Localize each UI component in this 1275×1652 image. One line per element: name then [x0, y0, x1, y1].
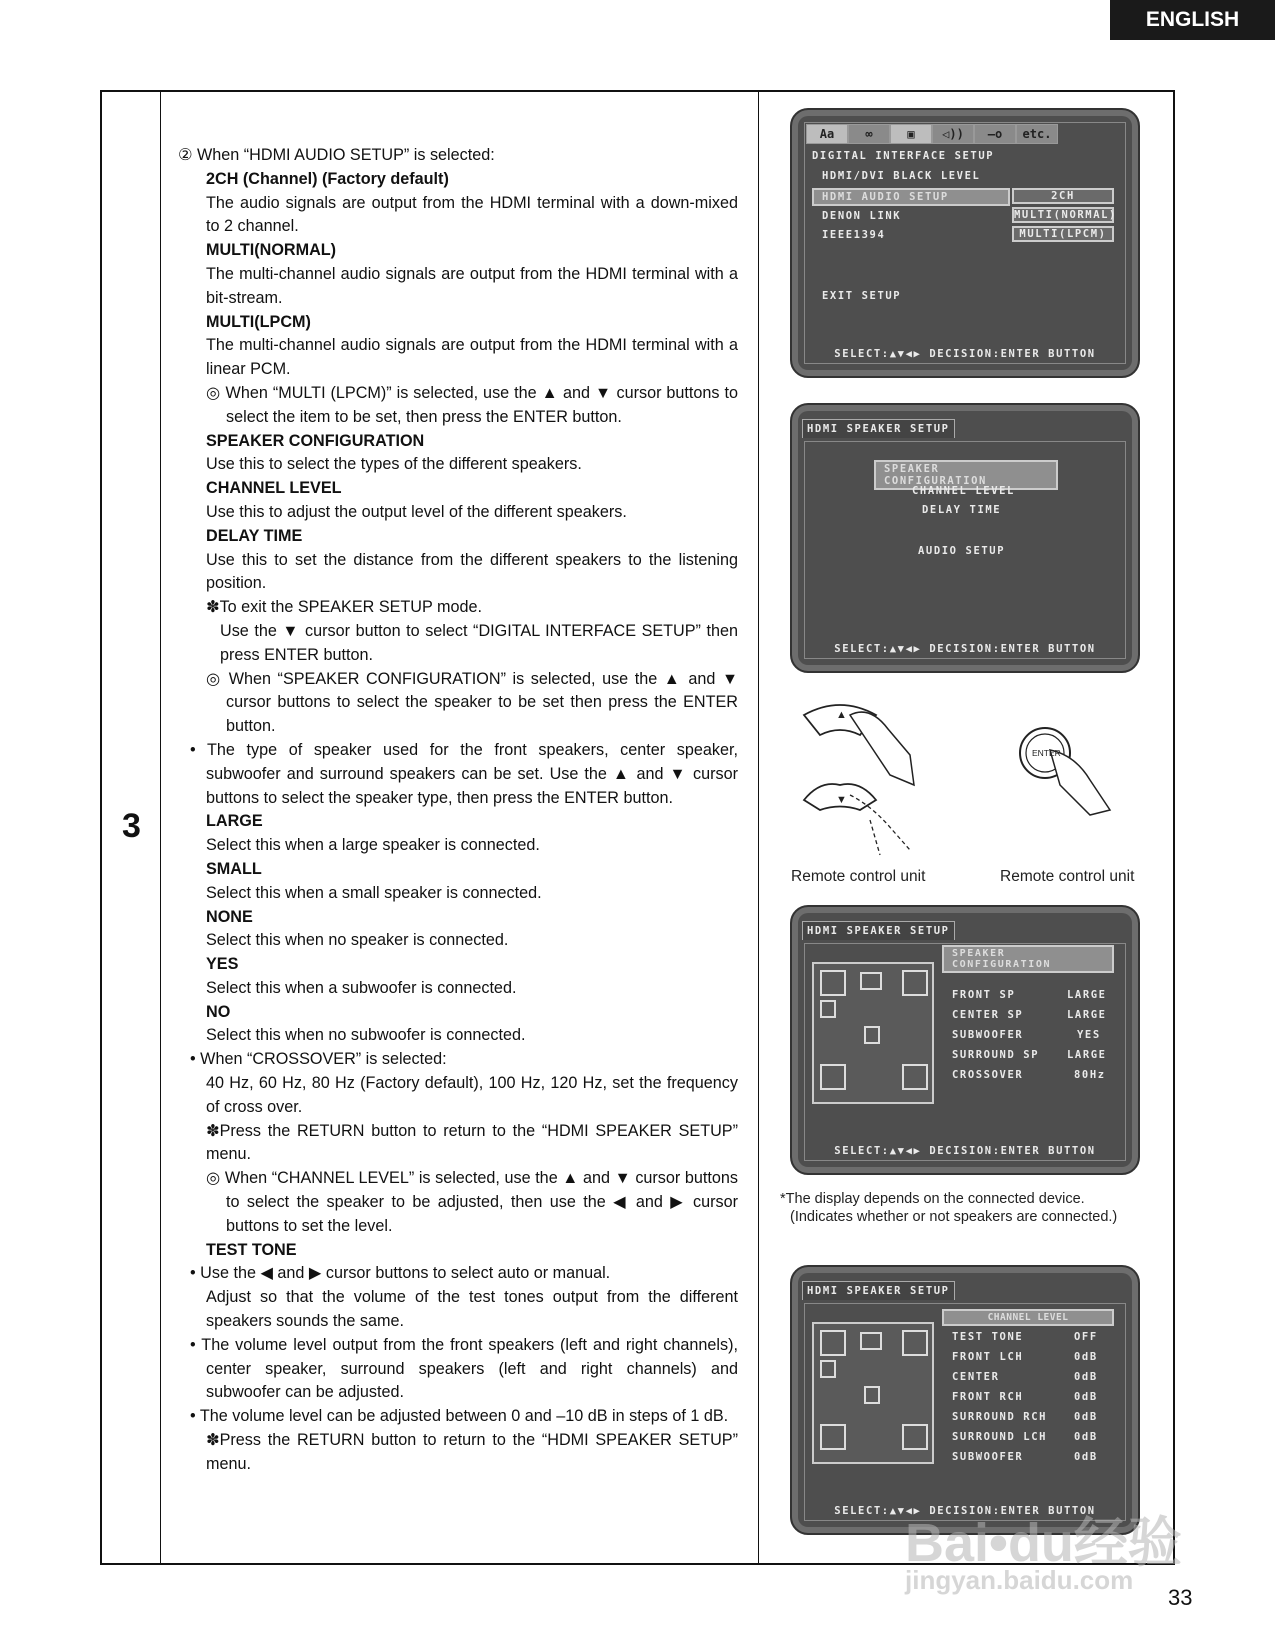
osd3-footer: SELECT:▲▼◀▶ DECISION:ENTER BUTTON: [834, 1145, 1096, 1157]
osd3-row-label[interactable]: CENTER SP: [952, 1009, 1024, 1021]
surround-left-speaker-icon: [820, 1064, 846, 1090]
osd3-row-value[interactable]: LARGE: [1067, 1049, 1107, 1061]
desc-large: Select this when a large speaker is connected.: [206, 836, 540, 855]
desc-multi-normal: The multi-channel audio signals are output from the HDMI terminal with a bit-stream.: [206, 264, 738, 307]
osd4-row-label[interactable]: SURROUND RCH: [952, 1411, 1048, 1423]
center-speaker-icon: [860, 972, 882, 990]
osd4-row-label[interactable]: SUBWOOFER: [952, 1451, 1024, 1463]
osd-hdmi-speaker-setup: [790, 403, 1140, 673]
return-note-2: ✽Press the RETURN button to return to the “HDMI SPEAKER SETUP” menu.: [206, 1431, 738, 1473]
osd4-panel-title: CHANNEL LEVEL: [942, 1309, 1114, 1326]
osd3-panel-title: SPEAKER CONFIGURATION: [942, 945, 1114, 973]
osd3-row-label[interactable]: SUBWOOFER: [952, 1029, 1024, 1041]
bullet-volume-range: • The volume level can be adjusted between 0 and –10 dB in steps of 1 dB.: [190, 1407, 729, 1426]
note-lpcm: ◎ When “MULTI (LPCM)” is selected, use the ▲ and ▼ cursor buttons to select the item to be set, then press the ENTER button.: [206, 383, 738, 426]
tab-audio[interactable]: ∞: [848, 124, 890, 144]
heading-multi-normal: MULTI(NORMAL): [206, 241, 337, 260]
osd1-opt-multi-normal[interactable]: MULTI(NORMAL): [1014, 209, 1117, 221]
osd1-item-denon-link[interactable]: DENON LINK: [822, 210, 902, 222]
desc-multi-lpcm: The multi-channel audio signals are output from the HDMI terminal with a linear PCM.: [206, 336, 738, 379]
down-arrow-icon: ▼: [836, 794, 847, 806]
osd4-footer: SELECT:▲▼◀▶ DECISION:ENTER BUTTON: [834, 1505, 1096, 1517]
crossover-values: 40 Hz, 60 Hz, 80 Hz (Factory default), 100 Hz, 120 Hz, set the frequency of cross over.: [206, 1074, 738, 1116]
desc-2ch: The audio signals are output from the HDMI terminal with a down-mixed to 2 channel.: [206, 193, 738, 236]
osd1-item-black-level[interactable]: HDMI/DVI BLACK LEVEL: [822, 170, 981, 182]
osd3-row-label[interactable]: SURROUND SP: [952, 1049, 1040, 1061]
bullet-speaker-type: • The type of speaker used for the front speakers, center speaker, subwoofer and surround speakers can be set. Use the ▲ and ▼ cursor buttons to select the speaker type, then press the ENTER button.: [190, 740, 738, 807]
osd2-item-audio-setup[interactable]: AUDIO SETUP: [918, 545, 1006, 557]
front-right-speaker-icon: [902, 970, 928, 996]
desc-speaker-config: Use this to select the types of the different speakers.: [206, 455, 582, 474]
remote-caption-left: Remote control unit: [791, 868, 926, 885]
heading-2ch: 2CH (Channel) (Factory default): [206, 169, 449, 188]
center-speaker-icon: [860, 1332, 882, 1350]
osd4-row-label[interactable]: TEST TONE: [952, 1331, 1024, 1343]
heading-yes: YES: [206, 955, 239, 974]
osd3-row-label[interactable]: CROSSOVER: [952, 1069, 1024, 1081]
osd4-row-value[interactable]: 0dB: [1074, 1391, 1098, 1403]
step-number: 3: [122, 807, 141, 845]
osd4-row-value[interactable]: 0dB: [1074, 1431, 1098, 1443]
heading-delay-time: DELAY TIME: [206, 526, 303, 545]
osd4-row-label[interactable]: SURROUND LCH: [952, 1431, 1048, 1443]
speaker-layout-diagram: [812, 1322, 934, 1464]
osd3-row-value[interactable]: YES: [1077, 1029, 1101, 1041]
desc-none: Select this when no speaker is connected.: [206, 931, 509, 950]
osd1-exit-setup[interactable]: EXIT SETUP: [822, 290, 902, 302]
return-note-1: ✽Press the RETURN button to return to the “HDMI SPEAKER SETUP” menu.: [206, 1121, 738, 1164]
instruction-text: [178, 144, 738, 1477]
bullet-crossover: • When “CROSSOVER” is selected:: [190, 1050, 447, 1069]
tab-speaker[interactable]: ◁)): [932, 124, 974, 144]
osd2-footer: SELECT:▲▼◀▶ DECISION:ENTER BUTTON: [834, 643, 1096, 655]
up-arrow-icon: ▲: [836, 709, 847, 721]
osd4-row-value[interactable]: 0dB: [1074, 1351, 1098, 1363]
surround-right-speaker-icon: [902, 1064, 928, 1090]
bullet-volume-output: • The volume level output from the front speakers (left and right channels), center speaker, surround speakers (left and right channels) and subwoofer can be adjusted.: [190, 1335, 738, 1402]
osd1-opt-2ch[interactable]: 2CH: [1012, 188, 1114, 204]
heading-channel-level: CHANNEL LEVEL: [206, 479, 342, 498]
page-number: 33: [1168, 1585, 1193, 1610]
speaker-layout-diagram: [812, 962, 934, 1104]
display-note-line-2: (Indicates whether or not speakers are connected.): [790, 1209, 1118, 1225]
watermark-logo: Bai•du经验: [905, 1513, 1182, 1573]
side-speaker-icon: [820, 1360, 836, 1378]
enter-button-label: ENTER: [1032, 748, 1061, 758]
osd-menu-tabs: [806, 124, 1058, 144]
desc-no: Select this when no subwoofer is connected.: [206, 1026, 526, 1045]
column-divider: [758, 92, 759, 1563]
note-channel-level: ◎ When “CHANNEL LEVEL” is selected, use the ▲ and ▼ cursor buttons to select the speaker to be adjusted, then use the ◀ and ▶ cursor buttons to set the level.: [206, 1169, 738, 1235]
tab-key[interactable]: —o: [974, 124, 1016, 144]
down-button-hand: [804, 784, 910, 855]
side-speaker-icon: [820, 1000, 836, 1018]
desc-channel-level: Use this to adjust the output level of the different speakers.: [206, 502, 627, 521]
test-tone-detail: Adjust so that the volume of the test tones output from the different speakers sounds the same.: [206, 1288, 738, 1331]
exit-note: ✽To exit the SPEAKER SETUP mode.: [206, 598, 482, 617]
osd3-title: HDMI SPEAKER SETUP: [802, 921, 955, 940]
exit-note-detail: Use the ▼ cursor button to select “DIGITAL INTERFACE SETUP” then press ENTER button.: [220, 621, 738, 664]
osd4-row-label[interactable]: FRONT RCH: [952, 1391, 1024, 1403]
bullet-test-tone: • Use the ◀ and ▶ cursor buttons to select auto or manual.: [190, 1264, 611, 1283]
remote-illustration: [790, 695, 1140, 865]
heading-none: NONE: [206, 907, 253, 926]
osd1-item-hdmi-audio[interactable]: HDMI AUDIO SETUP: [812, 188, 1010, 206]
intro-line: ② When “HDMI AUDIO SETUP” is selected:: [178, 146, 495, 164]
front-left-speaker-icon: [820, 1330, 846, 1356]
note-speaker-config: ◎ When “SPEAKER CONFIGURATION” is selected, use the ▲ and ▼ cursor buttons to select the speaker to be set then press the ENTER button.: [206, 669, 738, 736]
osd3-row-value[interactable]: 80Hz: [1074, 1069, 1106, 1081]
heading-speaker-config: SPEAKER CONFIGURATION: [206, 431, 425, 450]
up-button-hand: [804, 705, 914, 785]
osd2-item-speaker-config[interactable]: SPEAKER CONFIGURATION: [874, 460, 1058, 490]
osd1-title: DIGITAL INTERFACE SETUP: [812, 150, 995, 162]
heading-no: NO: [206, 1002, 231, 1021]
step-column: [102, 92, 161, 1563]
front-right-speaker-icon: [902, 1330, 928, 1356]
front-left-speaker-icon: [820, 970, 846, 996]
surround-right-speaker-icon: [902, 1424, 928, 1450]
osd2-title: HDMI SPEAKER SETUP: [802, 419, 955, 438]
osd-channel-level: [790, 1265, 1140, 1535]
subwoofer-icon: [864, 1026, 880, 1044]
watermark-url: jingyan.baidu.com: [905, 1565, 1134, 1595]
osd1-footer: SELECT:▲▼◀▶ DECISION:ENTER BUTTON: [834, 348, 1096, 360]
osd2-item-delay-time[interactable]: DELAY TIME: [922, 504, 1002, 516]
remote-caption-right: Remote control unit: [1000, 868, 1135, 885]
heading-multi-lpcm: MULTI(LPCM): [206, 312, 311, 331]
osd4-row-value[interactable]: 0dB: [1074, 1371, 1098, 1383]
osd3-row-value[interactable]: LARGE: [1067, 989, 1107, 1001]
osd4-row-label[interactable]: CENTER: [952, 1371, 1000, 1383]
osd1-item-ieee1394[interactable]: IEEE1394: [822, 229, 886, 241]
desc-small: Select this when a small speaker is connected.: [206, 883, 542, 902]
osd4-row-value[interactable]: 0dB: [1074, 1411, 1098, 1423]
surround-left-speaker-icon: [820, 1424, 846, 1450]
osd2-item-channel-level[interactable]: CHANNEL LEVEL: [912, 485, 1015, 497]
tab-language[interactable]: Aa: [806, 124, 848, 144]
language-tab: ENGLISH: [1110, 0, 1275, 40]
osd4-title: HDMI SPEAKER SETUP: [802, 1281, 955, 1300]
osd-digital-interface-setup: [790, 108, 1140, 378]
osd4-row-value[interactable]: 0dB: [1074, 1451, 1098, 1463]
heading-small: SMALL: [206, 859, 262, 878]
osd4-row-value[interactable]: OFF: [1074, 1331, 1098, 1343]
osd3-row-label[interactable]: FRONT SP: [952, 989, 1016, 1001]
osd1-opt-multi-lpcm[interactable]: MULTI(LPCM): [1012, 226, 1114, 242]
desc-yes: Select this when a subwoofer is connected.: [206, 978, 517, 997]
display-note-line-1: *The display depends on the connected device.: [780, 1191, 1085, 1207]
tab-video[interactable]: ▣: [890, 124, 932, 144]
desc-delay-time: Use this to set the distance from the different speakers to the listening position.: [206, 550, 738, 593]
osd-speaker-configuration: [790, 905, 1140, 1175]
osd4-row-label[interactable]: FRONT LCH: [952, 1351, 1024, 1363]
heading-large: LARGE: [206, 812, 263, 831]
tab-etc[interactable]: etc.: [1016, 124, 1058, 144]
enter-button-hand: [1020, 728, 1110, 815]
heading-test-tone: TEST TONE: [206, 1240, 297, 1259]
subwoofer-icon: [864, 1386, 880, 1404]
osd3-row-value[interactable]: LARGE: [1067, 1009, 1107, 1021]
